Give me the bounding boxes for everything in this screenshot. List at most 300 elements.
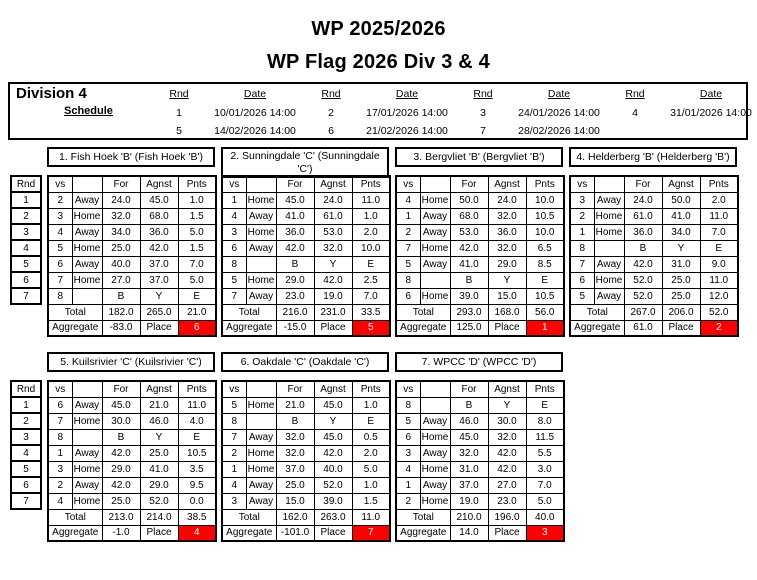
agnst-cell: 25.0 [662,272,700,288]
result-row [222,224,390,240]
round-number-cell: 4 [11,240,41,256]
pnts-cell: E [352,256,390,272]
venue-header [246,176,276,192]
agnst-cell: 68.0 [140,208,178,224]
for-cell: 39.0 [450,288,488,304]
pnts-cell: E [526,397,564,413]
schedule-rnd-header: Rnd [169,88,189,100]
aggregate-label: Aggregate [222,525,276,541]
team-table-header-row [396,381,564,397]
place-number-badge: 1 [526,320,564,336]
aggregate-value: 125.0 [450,320,488,336]
round-number-row [11,240,41,256]
for-header: For [624,176,662,192]
total-row [48,509,216,525]
round-number-row [11,272,41,288]
total-row [396,509,564,525]
team-title-box [47,352,215,372]
aggregate-value: 61.0 [624,320,662,336]
team-tables-row-2 [10,352,569,542]
venue-cell: Away [246,240,276,256]
round-number-cell: 4 [11,445,41,461]
for-cell: 21.0 [276,397,314,413]
vs-cell: 4 [396,192,420,208]
pnts-cell: 9.0 [700,256,738,272]
team-table-group [395,147,563,337]
vs-cell: 2 [396,493,420,509]
vs-cell: 6 [48,397,72,413]
for-header: For [450,381,488,397]
aggregate-label: Aggregate [48,320,102,336]
venue-cell [246,413,276,429]
team-title-area [395,352,563,380]
pnts-cell: 2.0 [352,445,390,461]
agnst-cell: 42.0 [488,461,526,477]
venue-cell: Away [246,477,276,493]
schedule-rnd-header: Rnd [473,88,493,100]
venue-cell: Home [420,192,450,208]
for-cell: 53.0 [450,224,488,240]
pnts-header: Pnts [178,381,216,397]
venue-cell: Home [420,461,450,477]
venue-cell: Away [420,256,450,272]
rnd-column-header: Rnd [11,381,41,397]
venue-cell: Away [420,413,450,429]
round-number-cell: 2 [11,413,41,429]
for-cell: B [624,240,662,256]
agnst-cell: 24.0 [314,192,352,208]
result-row [396,224,564,240]
venue-cell: Home [72,240,102,256]
result-row [396,445,564,461]
place-label: Place [140,525,178,541]
for-cell: 15.0 [276,493,314,509]
aggregate-value: -101.0 [276,525,314,541]
total-row [222,304,390,320]
for-cell: 19.0 [450,493,488,509]
vs-cell: 6 [48,256,72,272]
result-row [222,240,390,256]
total-for: 162.0 [276,509,314,525]
team-table-group [395,352,563,542]
vs-header: vs [222,381,246,397]
pnts-cell: 1.0 [178,192,216,208]
result-row [396,429,564,445]
venue-cell [594,240,624,256]
for-cell: 29.0 [276,272,314,288]
aggregate-value: -83.0 [102,320,140,336]
result-row [48,477,216,493]
round-number-cell: 5 [11,256,41,272]
vs-cell: 1 [222,461,246,477]
place-label: Place [314,320,352,336]
vs-cell: 4 [222,208,246,224]
result-row [48,445,216,461]
venue-cell: Home [72,493,102,509]
schedule-date: 14/02/2026 14:00 [214,125,296,137]
for-cell: 41.0 [276,208,314,224]
result-row [570,256,738,272]
for-cell: 37.0 [276,461,314,477]
venue-cell: Away [72,224,102,240]
team-results-table [47,175,217,337]
vs-cell: 6 [396,429,420,445]
vs-header: vs [396,176,420,192]
team-table-header-row [48,381,216,397]
pnts-header: Pnts [700,176,738,192]
total-label: Total [396,509,450,525]
vs-cell: 1 [570,224,594,240]
pnts-header: Pnts [352,381,390,397]
team-table-header-row [48,176,216,192]
place-label: Place [314,525,352,541]
agnst-cell: Y [140,288,178,304]
pnts-cell: 1.5 [178,208,216,224]
result-row [48,413,216,429]
total-for: 267.0 [624,304,662,320]
venue-cell: Home [594,208,624,224]
pnts-cell: 4.0 [178,413,216,429]
vs-cell: 3 [222,224,246,240]
agnst-cell: 45.0 [314,397,352,413]
rnd-column-header: Rnd [11,176,41,192]
vs-cell: 6 [222,240,246,256]
schedule-date: 24/01/2026 14:00 [518,107,600,119]
result-row [396,272,564,288]
team-title: 5. Kuilsrivier 'C' (Kuilsrivier 'C') [60,355,202,368]
round-number-cell: 3 [11,224,41,240]
pnts-cell: 1.0 [352,477,390,493]
result-row [396,397,564,413]
venue-cell: Home [420,288,450,304]
venue-cell: Away [72,256,102,272]
round-number-row [11,461,41,477]
for-cell: 42.0 [276,240,314,256]
pnts-cell: 5.0 [178,224,216,240]
venue-cell: Away [246,429,276,445]
venue-header [420,176,450,192]
total-label: Total [222,509,276,525]
venue-cell: Home [72,208,102,224]
agnst-cell: Y [140,429,178,445]
schedule-round-number: 6 [328,125,334,137]
vs-header: vs [222,176,246,192]
agnst-cell: Y [488,272,526,288]
team-title-area [47,352,215,380]
aggregate-value: -15.0 [276,320,314,336]
venue-header [72,381,102,397]
result-row [396,493,564,509]
round-number-cell: 1 [11,397,41,413]
agnst-cell: 23.0 [488,493,526,509]
for-cell: 37.0 [450,477,488,493]
vs-cell: 3 [570,192,594,208]
round-number-column [10,352,42,510]
round-number-cell: 5 [11,461,41,477]
team-title-box [395,147,563,167]
venue-cell [420,272,450,288]
schedule-round-number: 5 [176,125,182,137]
for-cell: 36.0 [276,224,314,240]
vs-cell: 3 [222,493,246,509]
result-row [48,224,216,240]
venue-cell: Home [246,272,276,288]
vs-cell: 8 [222,413,246,429]
schedule-grid [158,86,757,140]
pnts-cell: 10.0 [526,192,564,208]
result-row [48,288,216,304]
pnts-cell: 8.0 [526,413,564,429]
round-number-row [11,192,41,208]
venue-header [246,381,276,397]
result-row [570,288,738,304]
venue-cell: Away [246,493,276,509]
venue-header [594,176,624,192]
for-cell: 40.0 [102,256,140,272]
vs-cell: 8 [48,288,72,304]
round-number-row [11,288,41,304]
for-cell: 25.0 [102,240,140,256]
agnst-cell: 15.0 [488,288,526,304]
venue-cell: Away [72,397,102,413]
venue-cell [72,288,102,304]
pnts-cell: 5.0 [178,272,216,288]
for-cell: 36.0 [624,224,662,240]
round-number-cell: 2 [11,208,41,224]
total-row [48,304,216,320]
team-table-header-row [396,176,564,192]
round-number-row [11,224,41,240]
pnts-cell: 10.0 [526,224,564,240]
total-for: 182.0 [102,304,140,320]
total-agnst: 168.0 [488,304,526,320]
aggregate-row [396,320,564,336]
for-header: For [276,176,314,192]
pnts-cell: 11.0 [700,272,738,288]
for-header: For [102,381,140,397]
team-title-box [569,147,737,167]
team-title: 3. Bergvliet 'B' (Bergvliet 'B') [413,150,545,163]
result-row [570,240,738,256]
agnst-cell: 32.0 [314,240,352,256]
agnst-cell: 42.0 [488,445,526,461]
team-title: 7. WPCC 'D' (WPCC 'D') [421,355,537,368]
vs-cell: 2 [396,224,420,240]
vs-cell: 3 [48,461,72,477]
team-table-header-row [222,381,390,397]
agnst-cell: 46.0 [140,413,178,429]
pnts-header: Pnts [526,381,564,397]
venue-cell: Away [420,208,450,224]
agnst-cell: Y [314,413,352,429]
result-row [222,461,390,477]
vs-cell: 8 [396,272,420,288]
venue-cell: Home [420,240,450,256]
place-number-badge: 7 [352,525,390,541]
for-cell: 52.0 [624,288,662,304]
result-row [222,445,390,461]
vs-cell: 8 [48,429,72,445]
for-cell: 25.0 [102,493,140,509]
agnst-cell: Y [488,397,526,413]
round-number-column [10,147,42,305]
venue-cell: Home [246,397,276,413]
venue-cell: Away [72,477,102,493]
venue-cell: Away [246,288,276,304]
result-row [222,429,390,445]
schedule-date-header: Date [243,88,267,100]
aggregate-value: 14.0 [450,525,488,541]
total-for: 216.0 [276,304,314,320]
pnts-cell: 11.0 [700,208,738,224]
agnst-cell: 41.0 [140,461,178,477]
schedule-round-number: 4 [632,107,638,119]
vs-header: vs [396,381,420,397]
result-row [570,192,738,208]
pnts-cell: 2.5 [352,272,390,288]
pnts-cell: 12.0 [700,288,738,304]
vs-cell: 7 [396,240,420,256]
aggregate-row [48,525,216,541]
team-results-table [47,380,217,542]
agnst-cell: 36.0 [140,224,178,240]
vs-cell: 4 [396,461,420,477]
total-label: Total [48,509,102,525]
total-agnst: 206.0 [662,304,700,320]
vs-cell: 5 [570,288,594,304]
vs-cell: 7 [570,256,594,272]
result-row [48,461,216,477]
pnts-cell: 6.5 [526,240,564,256]
round-number-cell: 3 [11,429,41,445]
result-row [48,240,216,256]
schedule-date: 17/01/2026 14:00 [366,107,448,119]
schedule-date: 31/01/2026 14:00 [670,107,752,119]
agnst-cell: 42.0 [314,272,352,288]
agnst-cell: 34.0 [662,224,700,240]
pnts-cell: 0.0 [178,493,216,509]
agnst-cell: 42.0 [314,445,352,461]
team-title-area [221,147,389,175]
for-cell: 30.0 [102,413,140,429]
pnts-cell: 1.5 [178,240,216,256]
pnts-cell: 10.5 [178,445,216,461]
aggregate-row [222,320,390,336]
vs-cell: 4 [48,493,72,509]
for-header: For [276,381,314,397]
team-title: 2. Sunningdale 'C' (Sunningdale 'C') [230,150,380,175]
pnts-cell: 5.0 [526,493,564,509]
for-cell: 52.0 [624,272,662,288]
result-row [48,256,216,272]
pnts-header: Pnts [526,176,564,192]
vs-cell: 6 [570,272,594,288]
vs-cell: 6 [396,288,420,304]
pnts-cell: E [352,413,390,429]
agnst-cell: 27.0 [488,477,526,493]
total-agnst: 265.0 [140,304,178,320]
for-cell: 45.0 [102,397,140,413]
team-table-group [47,352,215,542]
result-row [222,208,390,224]
result-row [396,192,564,208]
for-cell: 42.0 [102,477,140,493]
aggregate-label: Aggregate [48,525,102,541]
venue-cell: Home [594,224,624,240]
agnst-cell: 32.0 [488,429,526,445]
agnst-cell: 30.0 [488,413,526,429]
venue-cell: Home [72,413,102,429]
schedule-date-header: Date [699,88,723,100]
venue-cell: Away [594,256,624,272]
round-number-cell: 6 [11,272,41,288]
venue-cell: Away [72,192,102,208]
vs-cell: 1 [48,445,72,461]
team-table-group [221,147,389,337]
for-cell: B [450,397,488,413]
place-label: Place [662,320,700,336]
vs-cell: 7 [48,413,72,429]
agnst-cell: 19.0 [314,288,352,304]
venue-cell: Away [246,208,276,224]
division-schedule-box [8,82,752,140]
agnst-cell: 32.0 [488,240,526,256]
pnts-cell: E [178,429,216,445]
pnts-cell: 10.5 [526,208,564,224]
vs-header: vs [48,381,72,397]
agnst-cell: 45.0 [140,192,178,208]
schedule-round-number: 7 [480,125,486,137]
schedule-round-number: 1 [176,107,182,119]
for-cell: 45.0 [450,429,488,445]
result-row [396,461,564,477]
agnst-cell: Y [314,256,352,272]
division-name: Division 4 [16,85,87,102]
pnts-header: Pnts [352,176,390,192]
team-title-box [221,352,389,372]
result-row [222,288,390,304]
aggregate-row [396,525,564,541]
agnst-header: Agnst [314,176,352,192]
round-number-cell: 1 [11,192,41,208]
pnts-cell: 1.5 [352,493,390,509]
for-cell: 42.0 [450,240,488,256]
schedule-date [656,122,757,140]
pnts-cell: 9.5 [178,477,216,493]
total-pnts: 21.0 [178,304,216,320]
agnst-cell: 40.0 [314,461,352,477]
team-results-table [395,380,565,542]
for-cell: 42.0 [624,256,662,272]
venue-cell: Away [420,477,450,493]
agnst-header: Agnst [314,381,352,397]
venue-cell: Away [594,288,624,304]
aggregate-value: -1.0 [102,525,140,541]
vs-cell: 5 [222,397,246,413]
team-results-table [221,175,391,337]
venue-cell: Home [72,272,102,288]
for-cell: 50.0 [450,192,488,208]
pnts-cell: 7.0 [178,256,216,272]
team-tables-row-1 [10,147,743,337]
result-row [222,493,390,509]
venue-cell: Home [246,461,276,477]
for-cell: 46.0 [450,413,488,429]
schedule-label: Schedule [64,105,113,117]
agnst-cell: 32.0 [488,208,526,224]
venue-cell: Home [594,272,624,288]
pnts-cell: 7.0 [526,477,564,493]
